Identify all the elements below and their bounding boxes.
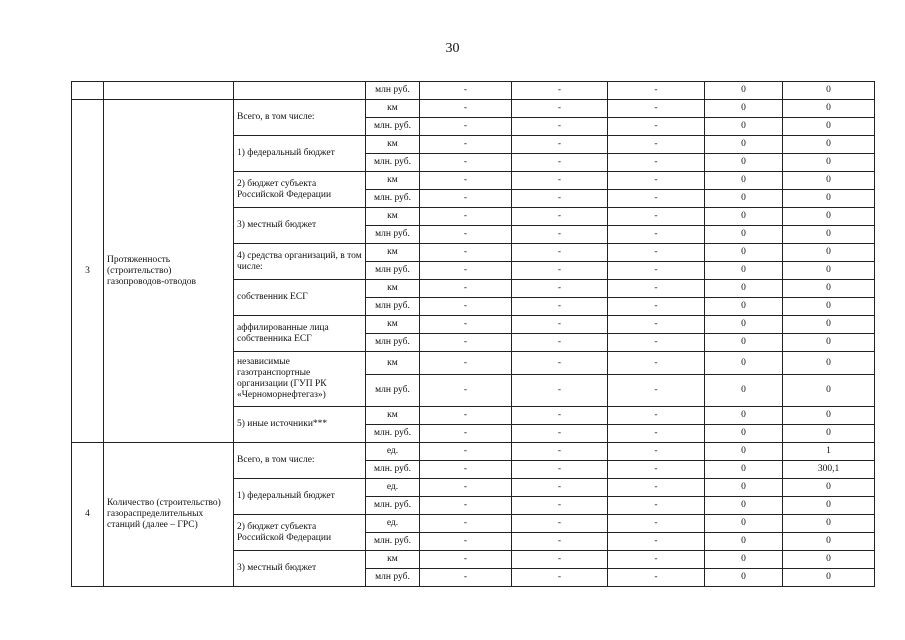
value-cell: 0	[705, 298, 783, 316]
value-cell: -	[420, 443, 512, 461]
value-cell: -	[608, 280, 705, 298]
funding-source-cell: аффилированные лица собственника ЕСГ	[234, 316, 366, 352]
value-cell: -	[512, 136, 608, 154]
value-cell: -	[608, 244, 705, 262]
value-cell: 0	[705, 244, 783, 262]
value-cell: 0	[705, 569, 783, 587]
value-cell: -	[512, 407, 608, 425]
unit-cell: км	[366, 172, 420, 190]
value-cell: -	[512, 461, 608, 479]
value-cell: -	[608, 569, 705, 587]
value-cell: -	[512, 190, 608, 208]
value-cell: -	[420, 551, 512, 569]
value-cell: -	[512, 262, 608, 280]
value-cell: -	[608, 497, 705, 515]
value-cell: -	[512, 551, 608, 569]
value-cell: -	[608, 100, 705, 118]
value-cell: -	[608, 82, 705, 100]
value-cell: -	[608, 407, 705, 425]
value-cell: -	[512, 479, 608, 497]
value-cell: 0	[783, 515, 875, 533]
value-cell: 0	[783, 280, 875, 298]
value-cell: 0	[705, 461, 783, 479]
value-cell: -	[512, 154, 608, 172]
value-cell: -	[420, 316, 512, 334]
value-cell: -	[420, 244, 512, 262]
unit-cell: км	[366, 280, 420, 298]
table-row	[72, 100, 875, 118]
unit-cell: км	[366, 551, 420, 569]
value-cell: -	[420, 533, 512, 551]
value-cell: 0	[783, 407, 875, 425]
unit-cell: млн. руб.	[366, 190, 420, 208]
value-cell: -	[420, 172, 512, 190]
unit-cell: млн руб.	[366, 262, 420, 280]
value-cell: 0	[783, 190, 875, 208]
value-cell: 0	[783, 118, 875, 136]
value-cell: -	[420, 425, 512, 443]
unit-cell: км	[366, 100, 420, 118]
table-row	[72, 443, 875, 461]
value-cell: 0	[783, 352, 875, 375]
value-cell: -	[420, 82, 512, 100]
value-cell: 0	[705, 515, 783, 533]
value-cell: 0	[705, 172, 783, 190]
value-cell: 0	[705, 334, 783, 352]
value-cell: -	[512, 425, 608, 443]
value-cell: -	[420, 479, 512, 497]
value-cell: 0	[705, 533, 783, 551]
value-cell: -	[420, 407, 512, 425]
value-cell: -	[512, 118, 608, 136]
funding-source-cell: 4) средства организаций, в том числе:	[234, 244, 366, 280]
value-cell: 0	[783, 316, 875, 334]
value-cell: 0	[783, 244, 875, 262]
value-cell: 0	[783, 172, 875, 190]
value-cell: 0	[705, 262, 783, 280]
value-cell: -	[608, 208, 705, 226]
unit-cell: км	[366, 316, 420, 334]
value-cell: 0	[783, 533, 875, 551]
value-cell: -	[420, 136, 512, 154]
value-cell: 0	[705, 226, 783, 244]
value-cell: -	[420, 118, 512, 136]
table-row	[72, 82, 875, 100]
value-cell: 0	[705, 425, 783, 443]
row-number-cell: 4	[72, 443, 104, 587]
unit-cell: млн. руб.	[366, 154, 420, 172]
funding-source-cell: 3) местный бюджет	[234, 208, 366, 244]
value-cell: -	[512, 569, 608, 587]
value-cell: -	[608, 226, 705, 244]
unit-cell: ед.	[366, 443, 420, 461]
value-cell: -	[608, 479, 705, 497]
value-cell: -	[420, 154, 512, 172]
unit-cell: млн. руб.	[366, 497, 420, 515]
value-cell: -	[608, 551, 705, 569]
unit-cell: млн. руб.	[366, 118, 420, 136]
value-cell: -	[420, 280, 512, 298]
unit-cell: млн руб.	[366, 375, 420, 407]
value-cell: 0	[783, 334, 875, 352]
unit-cell: км	[366, 244, 420, 262]
value-cell: 0	[705, 82, 783, 100]
indicator-name-cell: Количество (строительство) газораспределительных станций (далее – ГРС)	[104, 443, 234, 587]
value-cell: -	[420, 569, 512, 587]
value-cell: -	[608, 298, 705, 316]
funding-source-cell: 1) федеральный бюджет	[234, 136, 366, 172]
value-cell: -	[420, 461, 512, 479]
value-cell: -	[420, 497, 512, 515]
value-cell: -	[420, 352, 512, 375]
value-cell: -	[512, 375, 608, 407]
page-number: 30	[445, 41, 460, 56]
value-cell: -	[608, 352, 705, 375]
value-cell: -	[512, 334, 608, 352]
unit-cell: млн руб.	[366, 334, 420, 352]
value-cell: 300,1	[783, 461, 875, 479]
value-cell: -	[420, 226, 512, 244]
value-cell: 0	[705, 100, 783, 118]
value-cell: 0	[783, 569, 875, 587]
value-cell: -	[608, 118, 705, 136]
value-cell: -	[512, 280, 608, 298]
value-cell: -	[608, 262, 705, 280]
value-cell: 0	[783, 479, 875, 497]
unit-cell: млн. руб.	[366, 533, 420, 551]
unit-cell: км	[366, 208, 420, 226]
value-cell: -	[512, 515, 608, 533]
value-cell: -	[608, 461, 705, 479]
value-cell: -	[608, 190, 705, 208]
value-cell: 0	[705, 208, 783, 226]
value-cell: -	[512, 82, 608, 100]
value-cell: -	[608, 375, 705, 407]
value-cell: -	[420, 375, 512, 407]
value-cell: 0	[783, 208, 875, 226]
funding-source-cell: 1) федеральный бюджет	[234, 479, 366, 515]
funding-source-cell: 5) иные источники***	[234, 407, 366, 443]
value-cell: 0	[783, 136, 875, 154]
value-cell: -	[512, 352, 608, 375]
row-number-cell: 3	[72, 100, 104, 443]
value-cell: 0	[783, 262, 875, 280]
value-cell: -	[608, 154, 705, 172]
value-cell: 0	[783, 425, 875, 443]
value-cell: -	[512, 316, 608, 334]
value-cell: -	[512, 497, 608, 515]
value-cell: 0	[705, 154, 783, 172]
funding-source-cell: 2) бюджет субъекта Российской Федерации	[234, 172, 366, 208]
unit-cell: млн руб.	[366, 569, 420, 587]
value-cell: 0	[705, 479, 783, 497]
value-cell: -	[420, 262, 512, 280]
value-cell: 0	[705, 280, 783, 298]
value-cell: 0	[705, 136, 783, 154]
unit-cell: ед.	[366, 479, 420, 497]
row-number-cell	[72, 82, 104, 100]
value-cell: 0	[783, 100, 875, 118]
value-cell: 0	[705, 443, 783, 461]
value-cell: 0	[705, 316, 783, 334]
value-cell: -	[608, 533, 705, 551]
value-cell: 0	[705, 407, 783, 425]
value-cell: 0	[705, 352, 783, 375]
value-cell: -	[512, 100, 608, 118]
indicator-name-cell: Протяженность (строительство) газопроводов-отводов	[104, 100, 234, 443]
value-cell: 0	[705, 190, 783, 208]
value-cell: 0	[783, 497, 875, 515]
value-cell: -	[512, 244, 608, 262]
unit-cell: млн. руб.	[366, 461, 420, 479]
funding-source-cell: Всего, в том числе:	[234, 100, 366, 136]
value-cell: -	[608, 425, 705, 443]
value-cell: 0	[705, 497, 783, 515]
value-cell: -	[608, 172, 705, 190]
value-cell: -	[420, 298, 512, 316]
value-cell: -	[420, 334, 512, 352]
value-cell: -	[608, 515, 705, 533]
value-cell: -	[512, 172, 608, 190]
value-cell: -	[512, 443, 608, 461]
unit-cell: ед.	[366, 515, 420, 533]
unit-cell: млн руб.	[366, 226, 420, 244]
value-cell: -	[608, 316, 705, 334]
value-cell: -	[420, 190, 512, 208]
value-cell: 0	[783, 226, 875, 244]
indicator-cell	[104, 82, 234, 100]
value-cell: -	[420, 515, 512, 533]
value-cell: -	[512, 208, 608, 226]
value-cell: -	[420, 208, 512, 226]
value-cell: -	[608, 443, 705, 461]
value-cell: 0	[783, 82, 875, 100]
unit-cell: млн руб.	[366, 82, 420, 100]
value-cell: -	[512, 226, 608, 244]
unit-cell: км	[366, 352, 420, 375]
value-cell: -	[420, 100, 512, 118]
unit-cell: км	[366, 407, 420, 425]
value-cell: 0	[705, 118, 783, 136]
value-cell: 0	[705, 551, 783, 569]
value-cell: 0	[783, 375, 875, 407]
value-cell: -	[512, 298, 608, 316]
value-cell: -	[608, 136, 705, 154]
funding-source-cell: независимые газотранспортные организации (ГУП РК «Черноморнефтегаз»)	[234, 352, 366, 407]
value-cell: -	[512, 533, 608, 551]
unit-cell: млн. руб.	[366, 425, 420, 443]
funding-source-cell: Всего, в том числе:	[234, 443, 366, 479]
value-cell: 0	[783, 298, 875, 316]
data-table	[71, 81, 875, 587]
value-cell: -	[608, 334, 705, 352]
value-cell: 0	[705, 375, 783, 407]
unit-cell: км	[366, 136, 420, 154]
funding-source-cell: 3) местный бюджет	[234, 551, 366, 587]
source-cell	[234, 82, 366, 100]
funding-source-cell: собственник ЕСГ	[234, 280, 366, 316]
unit-cell: млн руб.	[366, 298, 420, 316]
value-cell: 0	[783, 551, 875, 569]
value-cell: 1	[783, 443, 875, 461]
funding-source-cell: 2) бюджет субъекта Российской Федерации	[234, 515, 366, 551]
value-cell: 0	[783, 154, 875, 172]
